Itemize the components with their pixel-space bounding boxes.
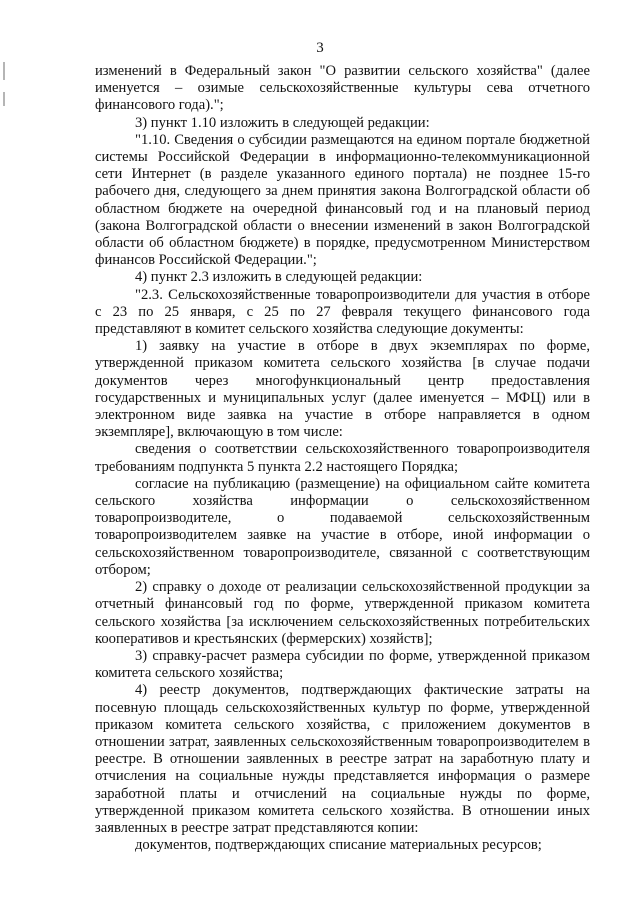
- paragraph: документов, подтверждающих списание материальных ресурсов;: [135, 837, 542, 854]
- scan-edge-mark: [3, 92, 5, 106]
- paragraph: "2.3. Сельскохозяйственные товаропроизводители для участия в отборе с 23 по 25 января, с 25 по 27 февраля текущего финансового года представляют в комитет сельского хозяйства следующие документы:: [95, 286, 590, 338]
- paragraph: 2) справку о доходе от реализации сельскохозяйственной продукции за отчетный финансовый год по форме, утвержденной приказом комитета сельского хозяйства [за исключением сельскохозяйственных потребительских кооперативов и крестьянских (фермерских) хозяйств];: [95, 579, 590, 647]
- paragraph: изменений в Федеральный закон "О развитии сельского хозяйства" (далее именуется – озимые сельскохозяйственные культуры сева отчетного финансового года).";: [95, 63, 590, 114]
- page-number: 3: [316, 40, 324, 56]
- paragraph: 1) заявку на участие в отборе в двух экземплярах по форме, утвержденной приказом комитета сельского хозяйства [в случае подачи документов через многофункциональный центр предоставления государственных и муниципальных услуг (далее именуется – МФЦ) или в электронном виде заявка на участие в отборе направляется в одном экземпляре], включающую в том числе:: [95, 338, 590, 441]
- paragraph: 3) справку-расчет размера субсидии по форме, утвержденной приказом комитета сельского хозяйства;: [95, 647, 590, 682]
- paragraph: 4) реестр документов, подтверждающих фактические затраты на посевную площадь сельскохозяйственных культур по форме, утвержденной приказом комитета сельского хозяйства, с приложением документов в отношении затрат, заявленных сельскохозяйственным товаропроизводителем в реестре. В отношении заявленных в реестре затрат на заработную плату и отчисления на социальные нужды представляется информация о размере заработной платы и отчислений на социальные нужды по форме, утвержденной приказом комитета сельского хозяйства. В отношении иных заявленных в реестре затрат представляются копии:: [95, 682, 590, 836]
- paragraph: 3) пункт 1.10 изложить в следующей редакции:: [135, 114, 430, 131]
- paragraph: "1.10. Сведения о субсидии размещаются на едином портале бюджетной системы Российской Федерации в информационно-телекоммуникационной сети Интернет (в разделе указанного единого портала) не позднее 15-го рабочего дня, следующего за днем принятия закона Волгоградской области об областном бюджете на очередной финансовый год и на плановый период (закона Волгоградской области о внесении изменений в закон Волгоградской области об областном бюджете) в порядке, предусмотренном Министерством финансов Российской Федерации.";: [95, 131, 590, 269]
- paragraph: сведения о соответствии сельскохозяйственного товаропроизводителя требованиям подпункта 5 пункта 2.2 настоящего Порядка;: [95, 441, 590, 475]
- scan-edge-mark: [3, 62, 5, 80]
- paragraph: согласие на публикацию (размещение) на официальном сайте комитета сельского хозяйства информации о сельскохозяйственном товаропроизводителе, о подаваемой сельскохозяйственным товаропроизводителем заявке на участие в отборе, иной информации о сельскохозяйственном товаропроизводителе, связанной с соответствующим отбором;: [95, 475, 590, 578]
- document-body: [95, 63, 590, 854]
- paragraph: 4) пункт 2.3 изложить в следующей редакции:: [135, 269, 423, 286]
